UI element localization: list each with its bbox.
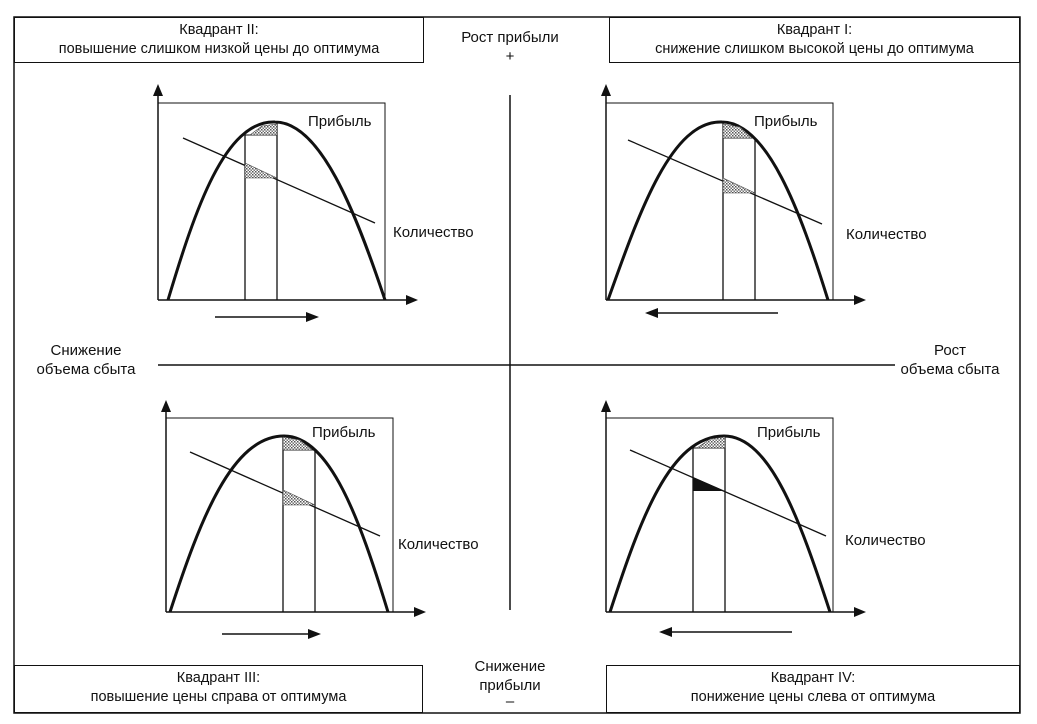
x-axis-arrowhead (406, 295, 418, 305)
hatched-loss-area (245, 163, 277, 178)
profit-curve (170, 436, 388, 612)
y-axis-arrowhead (601, 84, 611, 96)
hatched-loss-area (283, 490, 315, 505)
profit-label-top-right: Прибыль (754, 113, 818, 130)
direction-arrowhead-right (308, 629, 321, 639)
quadrant-3-description: повышение цены справа от оптимума (90, 689, 347, 705)
direction-arrowhead-right (306, 312, 319, 322)
quantity-label-bottom-right: Количество (845, 532, 926, 549)
axis-label-bottom-line1: Снижение (474, 658, 546, 675)
quadrant-3-box (14, 665, 423, 713)
quadrant-2-box (14, 17, 424, 63)
axis-label-right (884, 341, 1016, 379)
axis-label-left (20, 341, 152, 379)
axis-label-bottom-line3: – (505, 693, 515, 710)
panel-bottom-right (601, 400, 866, 637)
quadrant-3-title: Квадрант III: (176, 670, 261, 686)
y-axis-arrowhead (153, 84, 163, 96)
axis-label-bottom (440, 657, 580, 709)
panel-top-right (601, 84, 866, 318)
quadrant-2-title: Квадрант II: (179, 22, 259, 38)
quantity-line (630, 450, 826, 536)
axis-label-right-line1: Рост (933, 342, 967, 359)
direction-arrowhead-left (645, 308, 658, 318)
quadrant-4-title: Квадрант IV: (770, 670, 856, 686)
quadrant-1-description: снижение слишком высокой цены до оптимума (655, 41, 974, 57)
y-axis-arrowhead (601, 400, 611, 412)
quadrant-4-box (606, 665, 1020, 713)
axis-label-top-line1: Рост прибыли (461, 29, 559, 46)
axis-label-bottom-line2: прибыли (479, 677, 541, 694)
profit-curve (610, 436, 830, 612)
axis-label-left-line2: объема сбыта (36, 361, 136, 378)
x-axis-arrowhead (414, 607, 426, 617)
axis-label-top-line2: + (505, 48, 515, 65)
panel-frame (606, 103, 833, 300)
quadrant-2-description: повышение слишком низкой цены до оптимума (58, 41, 380, 57)
profit-label-top-left: Прибыль (308, 113, 372, 130)
quantity-label-bottom-left: Количество (398, 536, 479, 553)
panel-top-left (153, 84, 418, 322)
x-axis-arrowhead (854, 295, 866, 305)
axis-label-top (440, 28, 580, 66)
axis-label-left-line1: Снижение (50, 342, 122, 359)
y-axis-arrowhead (161, 400, 171, 412)
quantity-label-top-left: Количество (393, 224, 474, 241)
direction-arrowhead-left (659, 627, 672, 637)
quantity-label-top-right: Количество (846, 226, 927, 243)
quadrant-1-box (609, 17, 1020, 63)
axis-label-right-line2: объема сбыта (900, 361, 1000, 378)
profit-label-bottom-left: Прибыль (312, 424, 376, 441)
panel-frame (166, 418, 393, 612)
profit-curve (608, 122, 828, 300)
panel-bottom-left (161, 400, 426, 639)
profit-label-bottom-right: Прибыль (757, 424, 821, 441)
x-axis-arrowhead (854, 607, 866, 617)
hatched-loss-area (723, 178, 755, 193)
quadrant-4-description: понижение цены слева от оптимума (690, 689, 936, 705)
quadrant-1-title: Квадрант I: (776, 22, 853, 38)
